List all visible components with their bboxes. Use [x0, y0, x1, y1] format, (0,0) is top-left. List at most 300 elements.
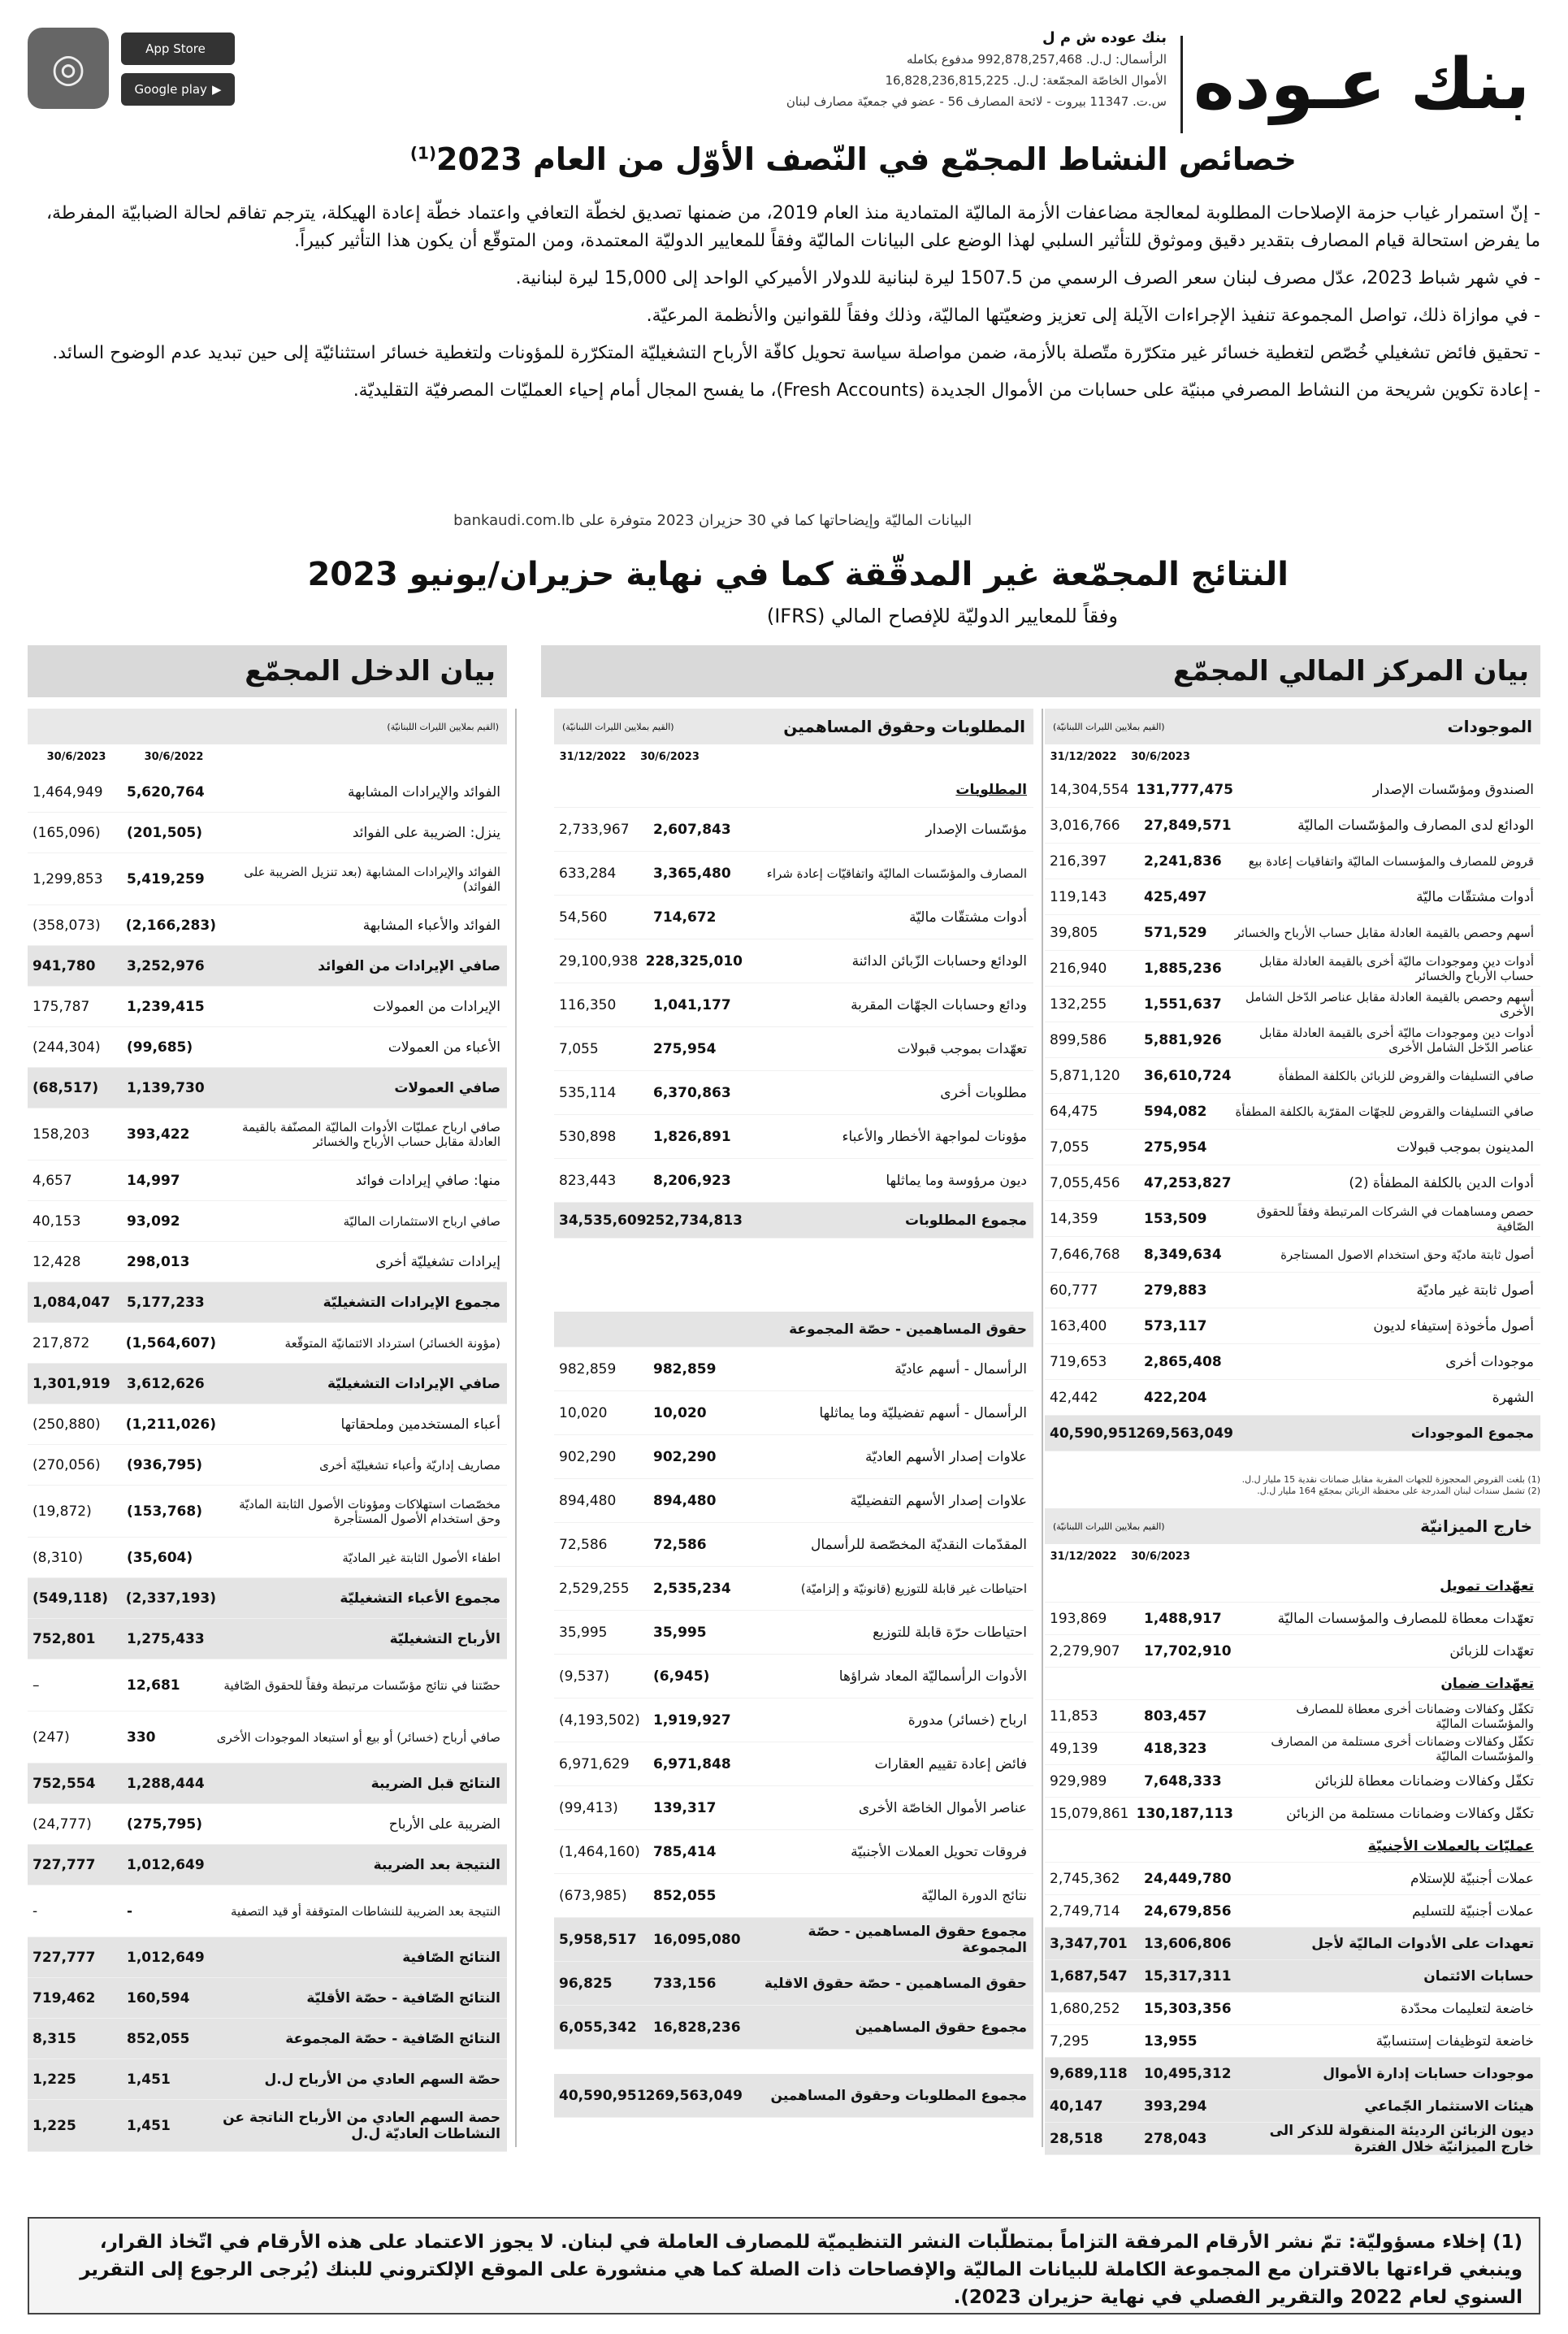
row-label: صافي التسليفات والقروض للزبائن بالكلفة المطفأة — [1278, 1068, 1534, 1083]
value-previous: 894,480 — [559, 1492, 617, 1509]
row-label: مجموع حقوق المساهمين - حصّة المجموعة — [808, 1923, 1027, 1956]
row-label: عمليّات بالعملات الأجنبيّة — [1367, 1837, 1534, 1855]
value-current: 393,294 — [1144, 2098, 1207, 2115]
value-current: 3,252,976 — [127, 957, 205, 974]
row-label: المطلوبات — [955, 781, 1027, 798]
row-label: علاوات إصدار الأسهم العاديّة — [865, 1448, 1027, 1465]
header — [28, 20, 1540, 141]
value-previous: 132,255 — [1050, 996, 1107, 1013]
value-previous: (358,073) — [32, 917, 101, 934]
value-previous: (247) — [32, 1729, 70, 1746]
value-previous: 1,687,547 — [1050, 1967, 1128, 1985]
table-row — [28, 987, 507, 1027]
table-row — [28, 905, 507, 946]
assets-table — [1045, 772, 1540, 1451]
value-current: 422,204 — [1144, 1389, 1207, 1406]
value-current: 228,325,010 — [645, 952, 743, 970]
value-current: 894,480 — [653, 1492, 717, 1509]
row-label: احتياطات حرّة قابلة للتوزيع — [873, 1624, 1027, 1641]
value-current: 6,971,848 — [653, 1755, 731, 1772]
row-label: تعهّدات ضمان — [1440, 1675, 1534, 1692]
highlights-bullets — [28, 200, 1540, 414]
row-label: الضريبة على الأرباح — [388, 1816, 500, 1833]
value-previous: (270,056) — [32, 1456, 101, 1473]
value-current: (936,795) — [127, 1456, 202, 1473]
value-current: 72,586 — [653, 1536, 707, 1553]
value-current: 13,955 — [1144, 2032, 1198, 2050]
row-label: خاضعة لتعليمات محدّدة — [1400, 2000, 1534, 2017]
table-row — [1045, 1130, 1540, 1165]
value-previous: 727,777 — [32, 1856, 96, 1873]
table-row — [554, 2006, 1033, 2050]
value-previous: 3,016,766 — [1050, 817, 1120, 834]
value-previous: (250,880) — [32, 1416, 101, 1433]
row-label: حصّتنا في نتائج مؤسّسات مرتبطة وفقاً للحقوق الصّافية — [223, 1677, 500, 1693]
value-previous: 7,055 — [1050, 1139, 1089, 1156]
value-current: 3,365,480 — [653, 865, 731, 882]
row-label: المدينون بموجب قبولات — [1397, 1139, 1534, 1156]
bullet: - إعادة تكوين شريحة من النشاط المصرفي مبنيّة على حسابات من الأموال الجديدة (Fresh Accounts)، ما يفسح المجال أمام إحياء العمليّات المصرفيّة التقليديّة. — [353, 380, 1540, 401]
table-row — [1045, 844, 1540, 879]
value-current: 714,672 — [653, 909, 717, 926]
value-previous: - — [32, 1902, 38, 1920]
value-current: 17,702,910 — [1144, 1642, 1232, 1659]
value-current: 13,606,806 — [1144, 1935, 1232, 1952]
off-balance-header: خارج الميزانيّة (القيم بملايين الليرات اللبنانيّة) — [1045, 1508, 1540, 1544]
value-current: (6,945) — [653, 1668, 710, 1685]
value-previous: 9,689,118 — [1050, 2065, 1128, 2082]
value-current: 594,082 — [1144, 1103, 1207, 1120]
row-label: أدوات الدين بالكلفة المطفأة (2) — [1349, 1174, 1534, 1191]
value-previous: 929,989 — [1050, 1772, 1107, 1790]
value-current: 131,777,475 — [1136, 781, 1233, 798]
app-icon[interactable]: ◎ — [28, 28, 109, 109]
value-previous: (673,985) — [559, 1887, 627, 1904]
row-label: أدوات دين وموجودات ماليّة أخرى بالقيمة العادلة مقابل حساب الأرباح والخسائر — [1259, 953, 1534, 983]
table-row — [28, 853, 507, 905]
disclaimer: (1) إخلاء مسؤوليّة: تمّ نشر الأرقام المرفقة التزاماً بمتطلّبات النشر التنظيميّة للمصارف العاملة في لبنان. لا يجوز الاعتماد على هذه الأرقام في اتّخاذ القرار، وينبغي قراءتها بالاقتران مع المجموعة الكاملة للبيانات الماليّة والإفصاحات ذات الصلة كما هي منشورة على الموقع الإلكتروني للبنك (يُرجى الرجوع إلى التقرير السنوي لعام 2022 والتقرير الفصلي في نهاية حزيران 2023). — [28, 2217, 1540, 2314]
table-row — [1045, 2090, 1540, 2123]
table-row — [28, 1619, 507, 1659]
value-previous: 5,871,120 — [1050, 1067, 1120, 1084]
value-previous: 40,147 — [1050, 2098, 1103, 2115]
table-row — [28, 1201, 507, 1242]
value-previous: 35,995 — [559, 1624, 608, 1641]
row-label: موجودات حسابات إدارة الأموال — [1323, 2065, 1534, 2082]
value-previous: 1,225 — [32, 2117, 76, 2134]
value-previous: 1,084,047 — [32, 1294, 110, 1311]
row-label: الرأسمال - أسهم عاديّة — [894, 1360, 1027, 1377]
table-row — [1045, 1928, 1540, 1960]
value-current: (275,795) — [127, 1816, 202, 1833]
table-row — [28, 1364, 507, 1404]
value-current: (153,768) — [127, 1503, 202, 1520]
bank-logo: بنك عـوده — [1180, 36, 1540, 133]
row-label: ديون الزبائن الرديئة المنقولة للذكر الى خارج الميزانيّة خلال الفترة — [1269, 2122, 1534, 2155]
results-title: النتائج المجمّعة غير المدقّقة كما في نهاية حزيران/يونيو 2023 — [307, 556, 1289, 593]
value-current: 15,317,311 — [1144, 1967, 1232, 1985]
row-label: النتيجة بعد الضريبة — [373, 1856, 500, 1873]
value-previous: 64,475 — [1050, 1103, 1098, 1120]
table-row — [1045, 1863, 1540, 1895]
income-title: بيان الدخل المجمّع — [28, 645, 507, 697]
row-label: أدوات مشتقّات ماليّة — [1416, 888, 1534, 905]
spacer — [554, 1239, 1033, 1312]
row-label: عملات أجنبيّة للتسليم — [1412, 1902, 1534, 1920]
value-current: 24,449,780 — [1144, 1870, 1232, 1887]
value-previous: 217,872 — [32, 1334, 90, 1351]
row-label: مجموع الإيرادات التشغيليّة — [323, 1294, 500, 1311]
value-current: 47,253,827 — [1144, 1174, 1232, 1191]
value-previous: 96,825 — [559, 1975, 613, 1992]
value-previous: 752,554 — [32, 1775, 96, 1792]
off-balance-table — [1045, 1570, 1540, 2155]
table-row — [554, 852, 1033, 896]
table-row — [1045, 1960, 1540, 1993]
row-label: عناصر الأموال الخاصّة الأخرى — [858, 1799, 1027, 1816]
row-label: تكفّل وكفالات وضمانات مستلمة من الزبائن — [1286, 1805, 1534, 1822]
table-row — [554, 1567, 1033, 1611]
table-row — [28, 1978, 507, 2019]
value-previous: 899,586 — [1050, 1031, 1107, 1048]
value-current: 1,012,649 — [127, 1856, 205, 1873]
bank-name: بنك عوده ش م ل — [1042, 29, 1167, 46]
value-current: 8,206,923 — [653, 1172, 731, 1189]
assets-notes — [1045, 1474, 1540, 1497]
table-row — [1045, 1165, 1540, 1201]
row-label: النتيجة بعد الضريبة للنشاطات المتوقفة أو قيد التصفية — [230, 1903, 500, 1919]
value-previous: 15,079,861 — [1050, 1805, 1129, 1822]
value-previous: 29,100,938 — [559, 952, 639, 970]
table-row — [1045, 1380, 1540, 1416]
table-row — [554, 1918, 1033, 1962]
value-previous: 727,777 — [32, 1949, 96, 1966]
value-current: 1,451 — [127, 2117, 171, 2134]
value-current: 425,497 — [1144, 888, 1207, 905]
table-row — [28, 1711, 507, 1764]
google-play-button[interactable]: ▶ Google play — [121, 73, 235, 106]
table-row — [28, 772, 507, 813]
table-row — [28, 1323, 507, 1364]
value-current: 1,012,649 — [127, 1949, 205, 1966]
row-label: مجموع المطلوبات وحقوق المساهمين — [770, 2087, 1027, 2104]
row-label: النتائج الصّافية - حصّة المجموعة — [285, 2030, 500, 2047]
value-current: 5,177,233 — [127, 1294, 205, 1311]
value-previous: 823,443 — [559, 1172, 617, 1189]
value-previous: 175,787 — [32, 998, 90, 1015]
value-current: 733,156 — [653, 1975, 717, 1992]
table-row — [554, 1071, 1033, 1115]
row-label: أدوات دين وموجودات ماليّة أخرى بالقيمة العادلة مقابل عناصر الدّخل الشامل الأخرى — [1259, 1025, 1534, 1055]
value-previous: 2,279,907 — [1050, 1642, 1120, 1659]
table-row — [1045, 1273, 1540, 1308]
table-row — [554, 1027, 1033, 1071]
row-label: مخصّصات استهلاكات ومؤونات الأصول الثابتة الماديّة وحق استخدام الأصول المستأجرة — [239, 1496, 500, 1526]
table-row — [28, 1027, 507, 1068]
table-row — [1045, 1308, 1540, 1344]
row-label: الفوائد والإيرادات المشابهة (بعد تنزيل الضريبة على الفوائد) — [244, 864, 500, 894]
footnote: (1) بلغت القروض المحجوزة للجهات المقربة مقابل ضمانات نقدية 15 مليار ل.ل. — [1241, 1474, 1540, 1485]
row-label: النتائج قبل الضريبة — [370, 1775, 500, 1792]
value-previous: 34,535,609 — [559, 1212, 647, 1229]
value-previous: (99,413) — [559, 1799, 618, 1816]
table-row — [554, 1655, 1033, 1698]
table-row — [28, 1108, 507, 1160]
own-funds: الأموال الخاصّة المجمّعة: ل.ل. 16,828,236,815,225 — [885, 73, 1167, 88]
value-current: (2,166,283) — [125, 917, 216, 934]
table-row — [554, 1742, 1033, 1786]
value-previous: 116,350 — [559, 996, 617, 1013]
row-label: الأدوات الرأسماليّة المعاد شراؤها — [838, 1668, 1027, 1685]
row-label: مجموع الموجودات — [1410, 1425, 1534, 1442]
table-row — [1045, 2058, 1540, 2090]
row-label: اطفاء الأصول الثابتة غير الماديّة — [342, 1550, 500, 1565]
row-label: (مؤونة الخسائر) استرداد الائتمانيّة المتوقّعة — [284, 1335, 500, 1351]
row-label: احتياطات غير قابلة للتوزيع (قانونيّة و إلزاميّة) — [800, 1581, 1027, 1596]
row-label: ينزل: الضريبة على الفوائد — [352, 824, 500, 841]
value-previous: (4,193,502) — [559, 1711, 640, 1729]
value-current: 275,954 — [653, 1040, 717, 1057]
value-current: 393,422 — [127, 1126, 190, 1143]
row-label: مجموع المطلوبات — [905, 1212, 1027, 1229]
value-current: 418,323 — [1144, 1740, 1207, 1757]
value-current: 2,535,234 — [653, 1580, 731, 1597]
row-label: تكفّل وكفالات وضمانات معطاة للزبائن — [1315, 1772, 1534, 1790]
value-current: (35,604) — [127, 1549, 193, 1566]
value-current: (99,685) — [127, 1039, 193, 1056]
value-current: 7,648,333 — [1144, 1772, 1222, 1790]
table-row — [1045, 1237, 1540, 1273]
row-label: الإيرادات من العمولات — [373, 998, 500, 1015]
table-row — [1045, 1603, 1540, 1635]
table-row — [28, 2100, 507, 2152]
row-label: صافي الإيرادات التشغيليّة — [327, 1375, 500, 1392]
table-row — [28, 1282, 507, 1323]
table-row — [1045, 1830, 1540, 1863]
spacer — [554, 2050, 1033, 2074]
table-row — [554, 772, 1033, 808]
value-previous: (244,304) — [32, 1039, 101, 1056]
table-row — [554, 939, 1033, 983]
value-current: 130,187,113 — [1136, 1805, 1233, 1822]
row-label: تعهّدات للزبائن — [1449, 1642, 1534, 1659]
row-label: حقوق المساهمين - حصّة المجموعة — [789, 1321, 1027, 1338]
row-label: مطلوبات أخرى — [940, 1084, 1027, 1101]
value-previous: (1,464,160) — [559, 1843, 640, 1860]
row-label: ديون مرؤوسة وما يماثلها — [886, 1172, 1027, 1189]
value-current: 3,612,626 — [127, 1375, 205, 1392]
row-label: حصّة السهم العادي من الأرباح ل.ل — [264, 2071, 500, 2088]
value-current: 16,828,236 — [653, 2019, 741, 2036]
value-previous: 4,657 — [32, 1172, 72, 1189]
row-label: تعهّدات معطاة للمصارف والمؤسسات الماليّة — [1277, 1610, 1534, 1627]
table-row — [554, 1698, 1033, 1742]
value-current: 278,043 — [1144, 2130, 1207, 2147]
value-previous: 2,749,714 — [1050, 1902, 1120, 1920]
value-current: 35,995 — [653, 1624, 707, 1641]
table-row — [28, 813, 507, 853]
value-current: 10,495,312 — [1144, 2065, 1232, 2082]
row-label: أسهم وحصص بالقيمة العادلة مقابل حساب الأرباح والخسائر — [1234, 925, 1534, 940]
value-current: (1,564,607) — [125, 1334, 216, 1351]
value-previous: 902,290 — [559, 1448, 617, 1465]
row-label: حسابات الائتمان — [1423, 1967, 1534, 1985]
value-previous: 3,347,701 — [1050, 1935, 1128, 1952]
value-current: 1,041,177 — [653, 996, 731, 1013]
table-row — [28, 2019, 507, 2059]
table-row — [1045, 1344, 1540, 1380]
value-previous: 54,560 — [559, 909, 608, 926]
table-row — [554, 808, 1033, 852]
app-store-button[interactable]: App Store — [121, 33, 235, 65]
row-label: ارباح (خسائر) مدورة — [907, 1711, 1027, 1729]
value-current: 571,529 — [1144, 924, 1207, 941]
value-previous: 2,529,255 — [559, 1580, 630, 1597]
value-current: 852,055 — [127, 2030, 190, 2047]
row-label: هيئات الاستثمار الجّماعي — [1364, 2098, 1534, 2115]
row-label: الشهرة — [1492, 1389, 1534, 1406]
table-row — [554, 1786, 1033, 1830]
value-previous: 49,139 — [1050, 1740, 1098, 1757]
registry: س.ت. 11347 بيروت - لائحة المصارف 56 - عضو في جمعيّة مصارف لبنان — [786, 94, 1167, 109]
table-row — [1045, 1635, 1540, 1668]
value-current: 93,092 — [127, 1213, 180, 1230]
value-previous: 2,733,967 — [559, 821, 630, 838]
table-row — [28, 1845, 507, 1885]
value-previous: 941,780 — [32, 957, 96, 974]
value-current: 36,610,724 — [1144, 1067, 1232, 1084]
row-label: الفوائد والإيرادات المشابهة — [348, 783, 500, 800]
value-current: 269,563,049 — [645, 2087, 743, 2104]
value-previous: (19,872) — [32, 1503, 92, 1520]
table-row — [554, 983, 1033, 1027]
table-row — [28, 1404, 507, 1445]
table-row — [554, 1830, 1033, 1874]
row-label: الودائع وحسابات الزّبائن الدائنة — [851, 952, 1027, 970]
table-row — [1045, 1022, 1540, 1058]
value-previous: 40,590,951 — [559, 2087, 647, 2104]
table-row — [554, 1159, 1033, 1203]
value-current: 1,551,637 — [1144, 996, 1222, 1013]
value-current: 1,139,730 — [127, 1079, 205, 1096]
value-previous: (9,537) — [559, 1668, 609, 1685]
row-label: تعهدات على الأدوات الماليّة لأجل — [1311, 1935, 1534, 1952]
row-label: خاضعة لتوظيفات إستنسابيّة — [1375, 2032, 1534, 2050]
table-row — [554, 1312, 1033, 1347]
value-current: 1,451 — [127, 2071, 171, 2088]
row-label: صافي أرباح (خسائر) أو بيع أو استبعاد الموجودات الأخرى — [216, 1729, 500, 1745]
row-label: المقدّمات النقديّة المخصّصة للرأسمال — [811, 1536, 1027, 1553]
assets-col-headers: 30/6/2023 31/12/2022 — [1050, 751, 1190, 763]
value-current: 1,239,415 — [127, 998, 205, 1015]
row-label: تكفّل وكفالات وضمانات أخرى مستلمة من المصارف والمؤسّسات الماليّة — [1271, 1733, 1534, 1764]
row-label: الأعباء من العمولات — [388, 1039, 500, 1056]
value-current: 160,594 — [127, 1989, 190, 2006]
divider — [515, 709, 517, 2147]
value-current: 6,370,863 — [653, 1084, 731, 1101]
value-previous: (549,118) — [32, 1590, 108, 1607]
divider — [1042, 709, 1043, 2147]
table-row — [1045, 1058, 1540, 1094]
value-previous: 719,462 — [32, 1989, 96, 2006]
table-row — [554, 1479, 1033, 1523]
table-row — [28, 1160, 507, 1201]
value-previous: 6,971,629 — [559, 1755, 630, 1772]
table-row — [1045, 1993, 1540, 2025]
row-label: الفوائد والأعباء المشابهة — [362, 917, 500, 934]
value-previous: 982,859 — [559, 1360, 617, 1377]
bullet: - في موازاة ذلك، تواصل المجموعة تنفيذ الإجراءات الآيلة إلى تعزيز وضعيّتها الماليّة، وذلك وفقاً للقوانين والأنظمة المرعيّة. — [646, 306, 1540, 326]
income-col-headers: 30/6/2022 30/6/2023 — [46, 751, 204, 763]
row-label: عملات أجنبيّة للإستلام — [1410, 1870, 1534, 1887]
table-row — [554, 1115, 1033, 1159]
source-note: البيانات الماليّة وإيضاحاتها كما في 30 حزيران 2023 متوفرة على bankaudi.com.lb — [453, 512, 972, 529]
table-row — [1045, 772, 1540, 808]
row-label: مؤونات لمواجهة الأخطار والأعباء — [842, 1128, 1027, 1145]
value-current: 330 — [127, 1729, 156, 1746]
table-row — [1045, 2123, 1540, 2155]
value-current: 902,290 — [653, 1448, 717, 1465]
table-row — [28, 1578, 507, 1619]
value-previous: 72,586 — [559, 1536, 608, 1553]
table-row — [28, 1804, 507, 1845]
row-label: أصول مأخوذة إستيفاء لديون — [1373, 1317, 1534, 1334]
value-current: 269,563,049 — [1136, 1425, 1233, 1442]
value-current: 2,607,843 — [653, 821, 731, 838]
value-previous: 163,400 — [1050, 1317, 1107, 1334]
value-previous: (68,517) — [32, 1079, 99, 1096]
row-label: مجموع حقوق المساهمين — [855, 2019, 1027, 2036]
value-previous: 1,225 — [32, 2071, 76, 2088]
table-row — [1045, 1700, 1540, 1733]
table-row — [1045, 1570, 1540, 1603]
table-row — [1045, 1094, 1540, 1130]
value-current: 5,620,764 — [127, 783, 205, 800]
value-current: 982,859 — [653, 1360, 717, 1377]
bullet: - تحقيق فائض تشغيلي خُصّص لتغطية خسائر غير متكرّرة متّصلة بالأزمة، ضمن مواصلة سياسة تحويل كافّة الأرباح التشغيليّة المتكرّرة للمؤونات ولتغطية خسائر استثنائيّة إلى حين تبديد عدم الوضوح السائد. — [52, 343, 1540, 363]
value-previous: 633,284 — [559, 865, 617, 882]
value-previous: 158,203 — [32, 1126, 90, 1143]
value-current: 12,681 — [127, 1677, 180, 1694]
row-label: تعهّدات بموجب قبولات — [897, 1040, 1027, 1057]
row-label: صافي ارباح عمليّات الأدوات الماليّة المصنّفة بالقيمة العادلة مقابل حساب الأرباح والخسائر — [241, 1119, 500, 1149]
value-previous: – — [32, 1677, 40, 1694]
value-previous: 7,055,456 — [1050, 1174, 1120, 1191]
table-row — [554, 1523, 1033, 1567]
table-row — [28, 1538, 507, 1578]
row-label: مصاريف إداريّة وأعباء تشغيليّة أخرى — [319, 1457, 500, 1473]
table-row — [554, 1962, 1033, 2006]
value-previous: 7,646,768 — [1050, 1246, 1120, 1263]
value-previous: 216,940 — [1050, 960, 1107, 977]
liabilities-table — [554, 772, 1033, 2118]
table-row — [1045, 915, 1540, 951]
value-current: 10,020 — [653, 1404, 707, 1421]
app-badges — [28, 28, 239, 125]
bank-info — [744, 28, 1167, 112]
income-header: (القيم بملايين الليرات اللبنانيّة) — [28, 709, 507, 744]
value-previous: 40,590,951 — [1050, 1425, 1137, 1442]
value-previous: 193,869 — [1050, 1610, 1107, 1627]
value-current: 803,457 — [1144, 1707, 1207, 1724]
table-row — [28, 1445, 507, 1486]
value-previous: 216,397 — [1050, 852, 1107, 870]
table-row — [1045, 2025, 1540, 2058]
row-label: تكفّل وكفالات وضمانات أخرى معطاة للمصارف والمؤسّسات الماليّة — [1296, 1701, 1534, 1731]
value-current: - — [127, 1902, 133, 1920]
value-current: 5,881,926 — [1144, 1031, 1222, 1048]
value-previous: 1,464,949 — [32, 783, 103, 800]
